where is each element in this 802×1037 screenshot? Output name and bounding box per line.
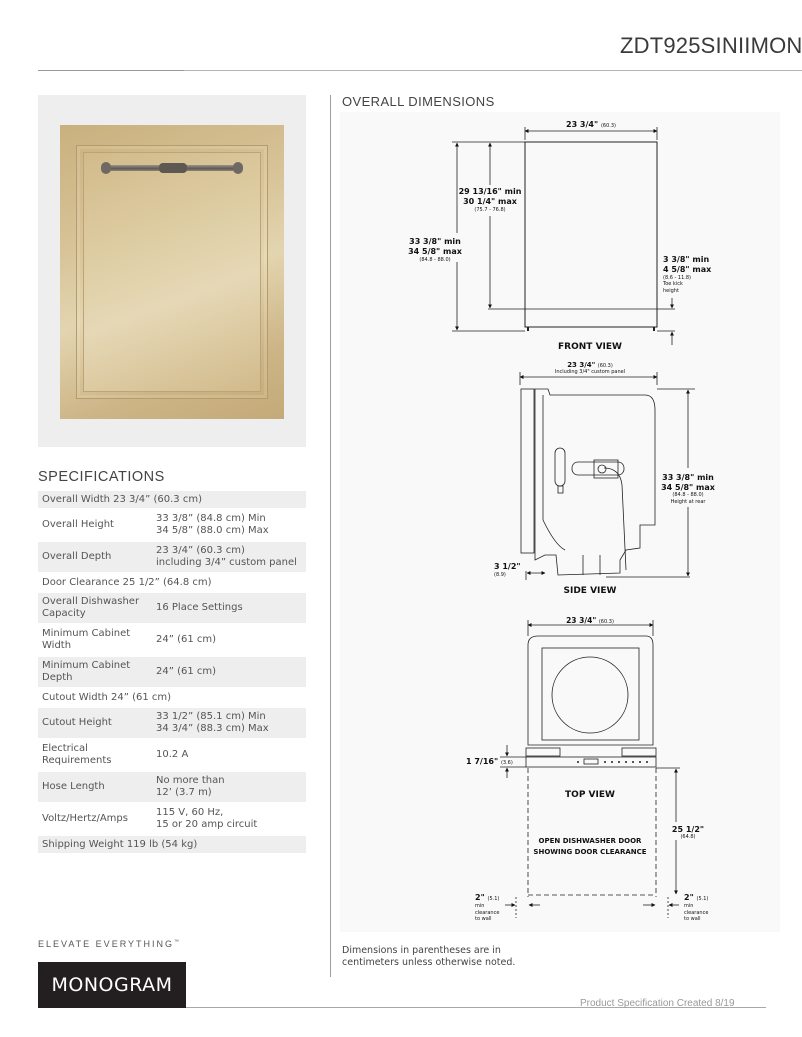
svg-text:FRONT VIEW: FRONT VIEW: [558, 342, 622, 352]
spec-row: [38, 574, 306, 593]
control-panel-buttons: [577, 761, 648, 763]
spec-row: [38, 593, 306, 625]
svg-text:(84.8 - 88.0): (84.8 - 88.0): [672, 492, 704, 498]
left-column: [38, 95, 306, 867]
door-handle: [105, 165, 239, 171]
spec-row: [38, 836, 306, 855]
spec-row: [38, 740, 306, 772]
spec-value: No more than 12’ (3.7 m): [156, 775, 225, 798]
footer-created-date: Product Specification Created 8/19: [580, 998, 735, 1009]
spec-label: Minimum Cabinet Width: [42, 628, 131, 651]
svg-text:(8.6 - 11.8): (8.6 - 11.8): [663, 275, 691, 281]
spec-row: [38, 625, 306, 657]
svg-text:2" (5.1): 2" (5.1): [684, 893, 709, 902]
svg-text:25 1/2": 25 1/2": [671, 825, 705, 834]
svg-text:OPEN DISHWASHER DOOR: OPEN DISHWASHER DOOR: [538, 837, 642, 845]
svg-text:34 5/8" max: 34 5/8" max: [408, 247, 462, 256]
specifications-heading: SPECIFICATIONS: [38, 469, 165, 485]
spec-row: [38, 657, 306, 689]
dimension-drawings: [340, 112, 780, 932]
door-panel-image: [60, 125, 284, 419]
specifications-table: [38, 491, 306, 867]
svg-text:height: height: [663, 288, 679, 294]
svg-text:SIDE VIEW: SIDE VIEW: [563, 586, 617, 596]
spec-label: Voltz/Hertz/Amps: [42, 813, 128, 824]
spec-row: [38, 689, 306, 708]
product-photo: [38, 95, 306, 447]
svg-text:TOP VIEW: TOP VIEW: [565, 790, 615, 800]
svg-text:34 5/8" max: 34 5/8" max: [661, 483, 715, 492]
spec-value: 16 Place Settings: [156, 602, 243, 613]
svg-text:3 1/2": 3 1/2": [494, 562, 521, 571]
svg-text:1 7/16" (3.6): 1 7/16" (3.6): [466, 757, 513, 766]
spec-label: Door Clearance 25 1/2” (64.8 cm): [42, 577, 212, 588]
spec-label: Shipping Weight 119 lb (54 kg): [42, 839, 198, 850]
spec-value: 24” (61 cm): [156, 666, 217, 677]
spec-value: 33 3/8” (84.8 cm) Min 34 5/8” (88.0 cm) Max: [156, 513, 269, 536]
svg-text:Height at rear: Height at rear: [670, 499, 706, 505]
top-view-drawing: [500, 620, 680, 918]
spec-row: [38, 708, 306, 740]
front-view-drawing: [452, 127, 675, 345]
svg-text:23 3/4" (60.3): 23 3/4" (60.3): [566, 120, 616, 129]
column-divider: [330, 95, 331, 977]
spec-label: Overall Height: [42, 519, 114, 530]
spec-value: 10.2 A: [156, 749, 189, 760]
svg-text:to wall: to wall: [475, 916, 492, 922]
svg-text:min: min: [684, 903, 694, 909]
svg-text:(75.7 - 76.8): (75.7 - 76.8): [474, 207, 506, 213]
svg-text:to wall: to wall: [684, 916, 701, 922]
svg-text:Including 3/4" custom panel: Including 3/4" custom panel: [554, 369, 626, 375]
spec-label: Overall Dishwasher Capacity: [42, 596, 140, 619]
dimensions-note: Dimensions in parentheses are in centimeters unless otherwise noted.: [342, 945, 516, 968]
spec-label: Hose Length: [42, 781, 105, 792]
spec-row: [38, 491, 306, 510]
spec-value: 115 V, 60 Hz, 15 or 20 amp circuit: [156, 807, 258, 830]
spec-label: Overall Width 23 3/4” (60.3 cm): [42, 494, 202, 505]
svg-text:23 3/4" (60.3): 23 3/4" (60.3): [566, 616, 614, 625]
spec-value: 33 1/2” (85.1 cm) Min 34 3/4” (88.3 cm) Max: [156, 711, 269, 734]
svg-text:30 1/4" max: 30 1/4" max: [463, 197, 517, 206]
svg-text:33 3/8" min: 33 3/8" min: [409, 237, 461, 246]
svg-text:(84.8 - 88.0): (84.8 - 88.0): [419, 257, 451, 263]
spec-label: Overall Depth: [42, 551, 112, 562]
svg-text:min: min: [475, 903, 485, 909]
svg-text:2" (5.1): 2" (5.1): [475, 893, 500, 902]
spec-row: [38, 542, 306, 574]
model-number: ZDT925SINIIMON: [620, 33, 802, 58]
svg-text:(8.9): (8.9): [494, 572, 506, 578]
svg-text:Toe kick: Toe kick: [663, 281, 683, 287]
spec-row: [38, 804, 306, 836]
svg-text:3 3/8" min: 3 3/8" min: [663, 255, 710, 264]
spec-label: Minimum Cabinet Depth: [42, 660, 131, 683]
monogram-logo: MONOGRAM: [38, 962, 186, 1008]
header-rule-accent: [38, 70, 184, 71]
svg-text:clearance: clearance: [684, 910, 709, 916]
svg-text:33 3/8" min: 33 3/8" min: [662, 473, 714, 482]
svg-text:4 5/8" max: 4 5/8" max: [663, 265, 712, 274]
spec-value: 24” (61 cm): [156, 634, 217, 645]
svg-text:29 13/16" min: 29 13/16" min: [458, 187, 522, 196]
svg-text:(64.8): (64.8): [680, 834, 696, 840]
spec-row: [38, 510, 306, 542]
dimension-drawings-svg: [340, 112, 780, 932]
svg-text:clearance: clearance: [475, 910, 500, 916]
spec-label: Cutout Height: [42, 717, 112, 728]
spec-label: Cutout Width 24” (61 cm): [42, 692, 172, 703]
spec-label: Electrical Requirements: [42, 743, 112, 766]
svg-text:SHOWING DOOR CLEARANCE: SHOWING DOOR CLEARANCE: [533, 848, 647, 856]
spec-row: [38, 772, 306, 804]
overall-dimensions-heading: OVERALL DIMENSIONS: [342, 94, 495, 109]
brand-tagline: ELEVATE EVERYTHING™: [38, 939, 182, 949]
spec-value: 23 3/4” (60.3 cm) including 3/4” custom panel: [156, 545, 297, 568]
svg-text:23 3/4" (60.3): 23 3/4" (60.3): [567, 361, 613, 369]
